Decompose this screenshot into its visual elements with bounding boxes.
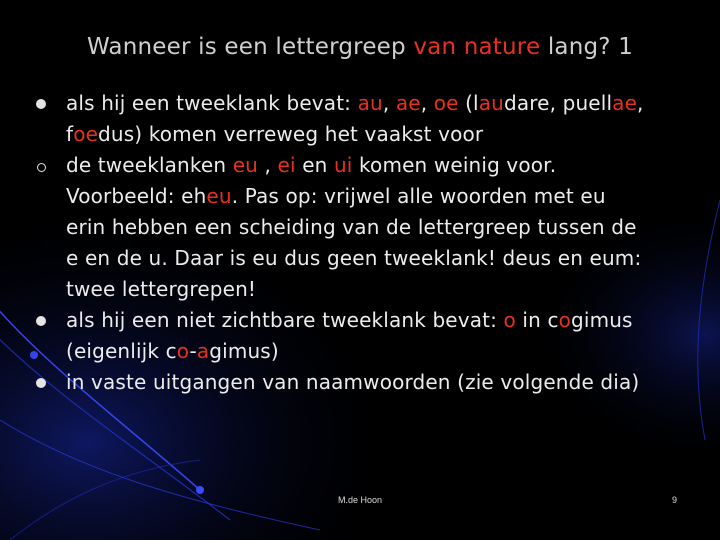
bullet-text: ,: [382, 91, 396, 115]
bullet-item: [30, 150, 720, 305]
bullet-item: [30, 88, 720, 150]
bullet-line: [66, 119, 720, 150]
bullet-text: gimus): [209, 339, 279, 363]
bullet-text: e en de u. Daar is eu dus geen tweeklank! deus en eum:: [66, 246, 642, 270]
bullet-item: [30, 305, 720, 367]
bullet-line: [66, 305, 720, 336]
highlighted-text: ae: [612, 91, 638, 115]
bullet-text: (l: [458, 91, 479, 115]
bullet-list: [30, 88, 720, 398]
filled-bullet-icon: [30, 367, 52, 398]
bullet-text: als hij een tweeklank bevat:: [66, 91, 358, 115]
title-suffix: lang? 1: [540, 34, 634, 60]
bullet-item: [30, 367, 720, 398]
bullet-text: f: [66, 122, 74, 146]
bullet-text: dare, puell: [503, 91, 613, 115]
bullet-text: de tweeklanken: [66, 153, 233, 177]
page-number: 9: [672, 495, 678, 505]
bullet-line: [66, 150, 720, 181]
highlighted-text: o: [176, 339, 190, 363]
highlighted-text: au: [357, 91, 383, 115]
bullet-text: dus) komen verreweg het vaakst voor: [98, 122, 484, 146]
bullet-text: in c: [515, 308, 559, 332]
bullet-line: [66, 336, 720, 367]
title-prefix: Wanneer is een lettergreep: [86, 34, 414, 60]
title-highlight: van nature: [413, 34, 541, 60]
bullet-line: [66, 212, 720, 243]
bullet-line: [66, 367, 720, 398]
bullet-text: Voorbeeld: eh: [66, 184, 207, 208]
bullet-text: (eigenlijk c: [66, 339, 177, 363]
footer-author: M.de Hoon: [338, 495, 383, 505]
highlighted-text: oe: [73, 122, 99, 146]
bullet-text: ,: [637, 91, 644, 115]
highlighted-text: a: [196, 339, 210, 363]
bullet-text: in vaste uitgangen van naamwoorden (zie volgende dia): [66, 370, 640, 394]
bullet-line: [66, 88, 720, 119]
bullet-text: en: [295, 153, 334, 177]
filled-bullet-icon: [30, 88, 52, 119]
highlighted-text: oe: [433, 91, 459, 115]
bullet-text: erin hebben een scheiding van de lettergreep tussen de: [66, 215, 637, 239]
bullet-line: [66, 243, 720, 274]
highlighted-text: ei: [277, 153, 296, 177]
hollow-bullet-icon: [30, 150, 52, 181]
bullet-text: komen weinig voor.: [352, 153, 557, 177]
bullet-text: ,: [257, 153, 278, 177]
filled-bullet-icon: [30, 305, 52, 336]
highlighted-text: eu: [206, 184, 232, 208]
bullet-text: . Pas op: vrijwel alle woorden met eu: [231, 184, 606, 208]
highlighted-text: ae: [395, 91, 421, 115]
bullet-line: [66, 181, 720, 212]
highlighted-text: ui: [333, 153, 353, 177]
bullet-line: [66, 274, 720, 305]
bullet-text: ,: [420, 91, 434, 115]
bullet-text: twee lettergrepen!: [66, 277, 257, 301]
highlighted-text: o: [558, 308, 572, 332]
bullet-text: gimus: [571, 308, 633, 332]
highlighted-text: eu: [232, 153, 258, 177]
highlighted-text: o: [503, 308, 516, 332]
slide-title: [0, 34, 720, 60]
bullet-text: -: [189, 339, 197, 363]
bullet-text: als hij een niet zichtbare tweeklank bevat:: [66, 308, 504, 332]
highlighted-text: au: [478, 91, 504, 115]
